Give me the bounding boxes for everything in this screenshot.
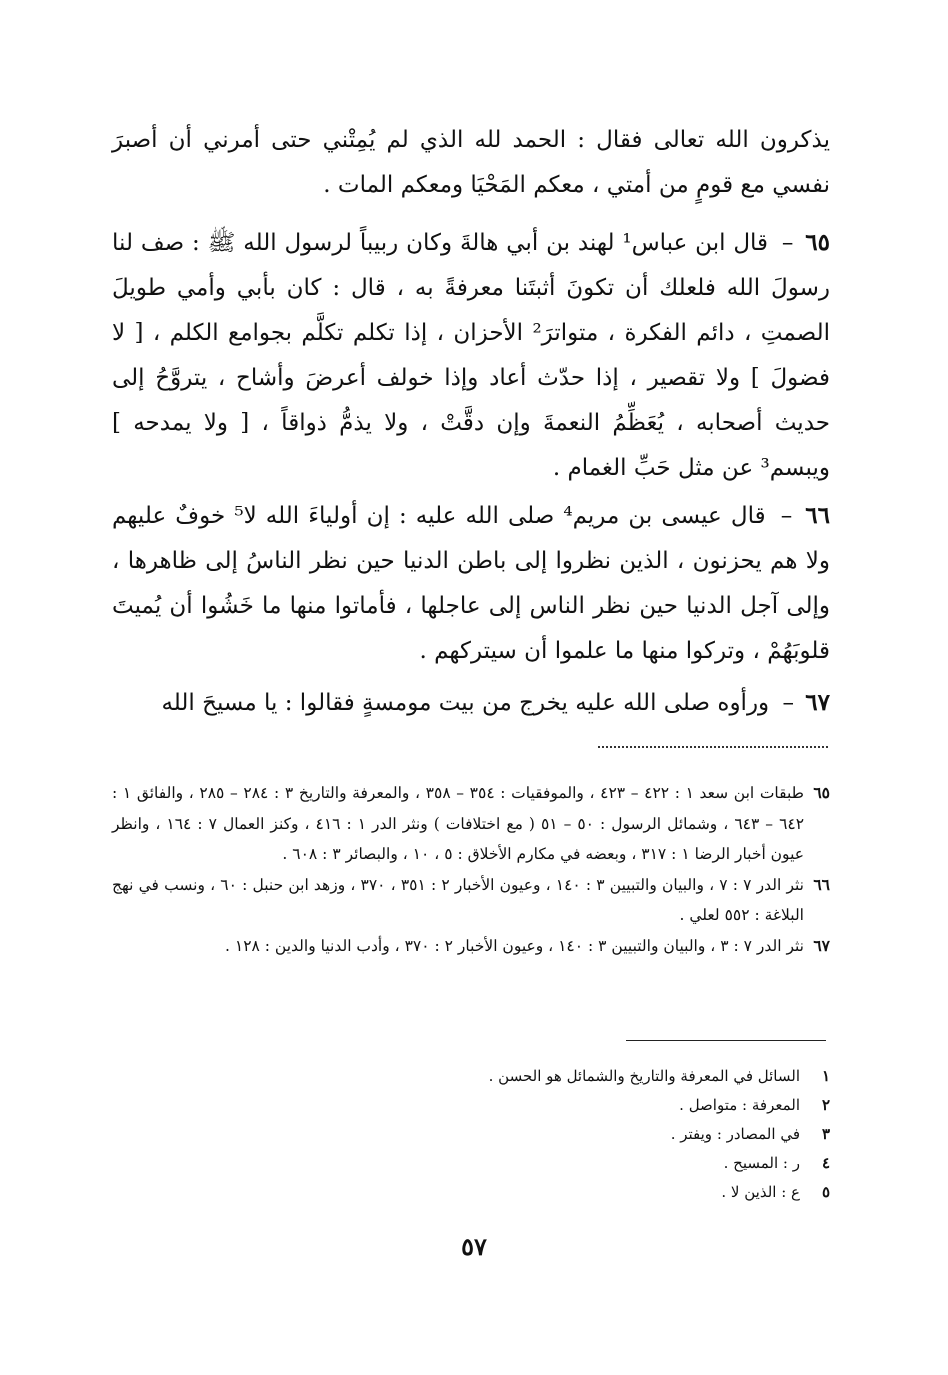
paragraph-67 <box>112 680 830 726</box>
page-number: ٥٧ <box>461 1232 487 1261</box>
footnote-text: في المصادر : ويفتر . <box>670 1125 800 1143</box>
paragraph-dash: – <box>781 230 794 256</box>
footnote-number: ٢ <box>821 1096 830 1114</box>
paragraph-number: ٦٥ <box>805 229 830 256</box>
source-entry <box>112 931 830 962</box>
paragraph-text: قال ابن عباس¹ لهند بن أبي هالةَ وكان ربيباً لرسول الله ﷺ : صف لنا رسولَ الله فلعلك أن تكونَ أثبتَنا معرفةً به ، قال : كان بأبي وأمي طويلَ الصمتِ ، دائم الفكرة ، متواترَ² الأحزان ، إذا تكلم تكلَّم بجوامع الكلم ، [ لا فضولَ ] ولا تقصير ، إذا حدّث أعاد وإذا خولف أعرضَ وأشاح ، يتروَّحُ إلى حديث أصحابه ، يُعَظِّمُ النعمةَ وإن دقَّتْ ، ولا يذمُّ ذواقاً ، [ ولا يمدحه ] ويبسم³ عن مثل حَبِّ الغمام . <box>112 230 830 481</box>
source-number: ٦٥ <box>813 783 830 802</box>
source-text: نثر الدر ٧ : ٧ ، والبيان والتبيين ٣ : ١٤٠ ، وعيون الأخبار ٢ : ٣٥١ ، ٣٧٠ ، وزهد ابن حنبل : ٦٠ ، ونسب في نهج البلاغة : ٥٥٢ لعلي . <box>112 875 804 924</box>
footnote-number: ٤ <box>821 1154 830 1172</box>
footnote <box>330 1178 830 1207</box>
footnote <box>330 1062 830 1091</box>
footnote-text: ر : المسيح . <box>723 1154 800 1172</box>
footnote <box>330 1091 830 1120</box>
sources-section <box>112 778 830 961</box>
source-entry <box>112 778 830 870</box>
footnote-separator <box>626 1040 826 1041</box>
footnote-text: السائل في المعرفة والتاريخ والشمائل هو الحسن . <box>488 1067 800 1085</box>
intro-paragraph: يذكرون الله تعالى فقال : الحمد لله الذي لم يُمِتْني حتى أمرني أن أصبرَ نفسي مع قومٍ من أمتي ، معكم المَحْيَا ومعكم المات . <box>112 127 830 198</box>
source-number: ٦٧ <box>813 935 830 955</box>
paragraph-number: ٦٧ <box>805 689 830 716</box>
source-text: طبقات ابن سعد ١ : ٤٢٢ – ٤٢٣ ، والموفقيات : ٣٥٤ – ٣٥٨ ، والمعرفة والتاريخ ٣ : ٢٨٤ – ٢٨٥ ، والفائق ١ : ٦٤٢ – ٦٤٣ ، وشمائل الرسول : ٥٠ – ٥١ ( مع اختلافات ) ونثر الدر ١ : ٤١٦ ، وكنز العمال ٧ : ١٦٤ ، وانظر عيون أخبار الرضا ١ : ٣١٧ ، وبعضه في مكارم الأخلاق : ٥ ، ١٠ ، والبصائر ٣ : ٦٠٨ . <box>112 784 805 863</box>
paragraph-number: ٦٦ <box>805 502 831 529</box>
footnote-text: ع : الذين لا . <box>721 1183 800 1201</box>
footnote-number: ١ <box>821 1067 830 1085</box>
paragraph-66 <box>112 493 830 674</box>
dotted-separator <box>598 746 828 748</box>
paragraph-dash: – <box>782 690 794 716</box>
footnotes-section <box>330 1062 830 1207</box>
paragraph-dash: – <box>780 503 793 529</box>
footnote <box>330 1120 830 1149</box>
paragraph-text: قال عيسى بن مريم⁴ صلى الله عليه : إن أولياءَ الله لا⁵ خوفٌ عليهم ولا هم يحزنون ، الذين نظروا إلى باطن الدنيا حين نظر الناسُ إلى ظاهرها ، وإلى آجل الدنيا حين نظر الناس إلى عاجلها ، فأماتوا منها ما خَشُوا أن يُميتَ قلوبَهُمْ ، وتركوا منها ما علموا أن سيتركهم . <box>112 503 830 664</box>
source-number: ٦٦ <box>813 874 830 894</box>
footnote-number: ٥ <box>821 1183 830 1201</box>
source-text: نثر الدر ٧ : ٣ ، والبيان والتبيين ٣ : ١٤٠ ، وعيون الأخبار ٢ : ٣٧٠ ، وأدب الدنيا والدين : ١٢٨ . <box>225 936 804 955</box>
paragraph-text: ورأوه صلى الله عليه يخرج من بيت مومسةٍ فقالوا : يا مسيحَ الله <box>161 690 770 716</box>
footnote <box>330 1149 830 1178</box>
source-entry <box>112 870 830 931</box>
paragraph-65 <box>112 220 830 491</box>
footnote-text: المعرفة : متواصل . <box>679 1096 800 1114</box>
footnote-number: ٣ <box>821 1125 830 1143</box>
